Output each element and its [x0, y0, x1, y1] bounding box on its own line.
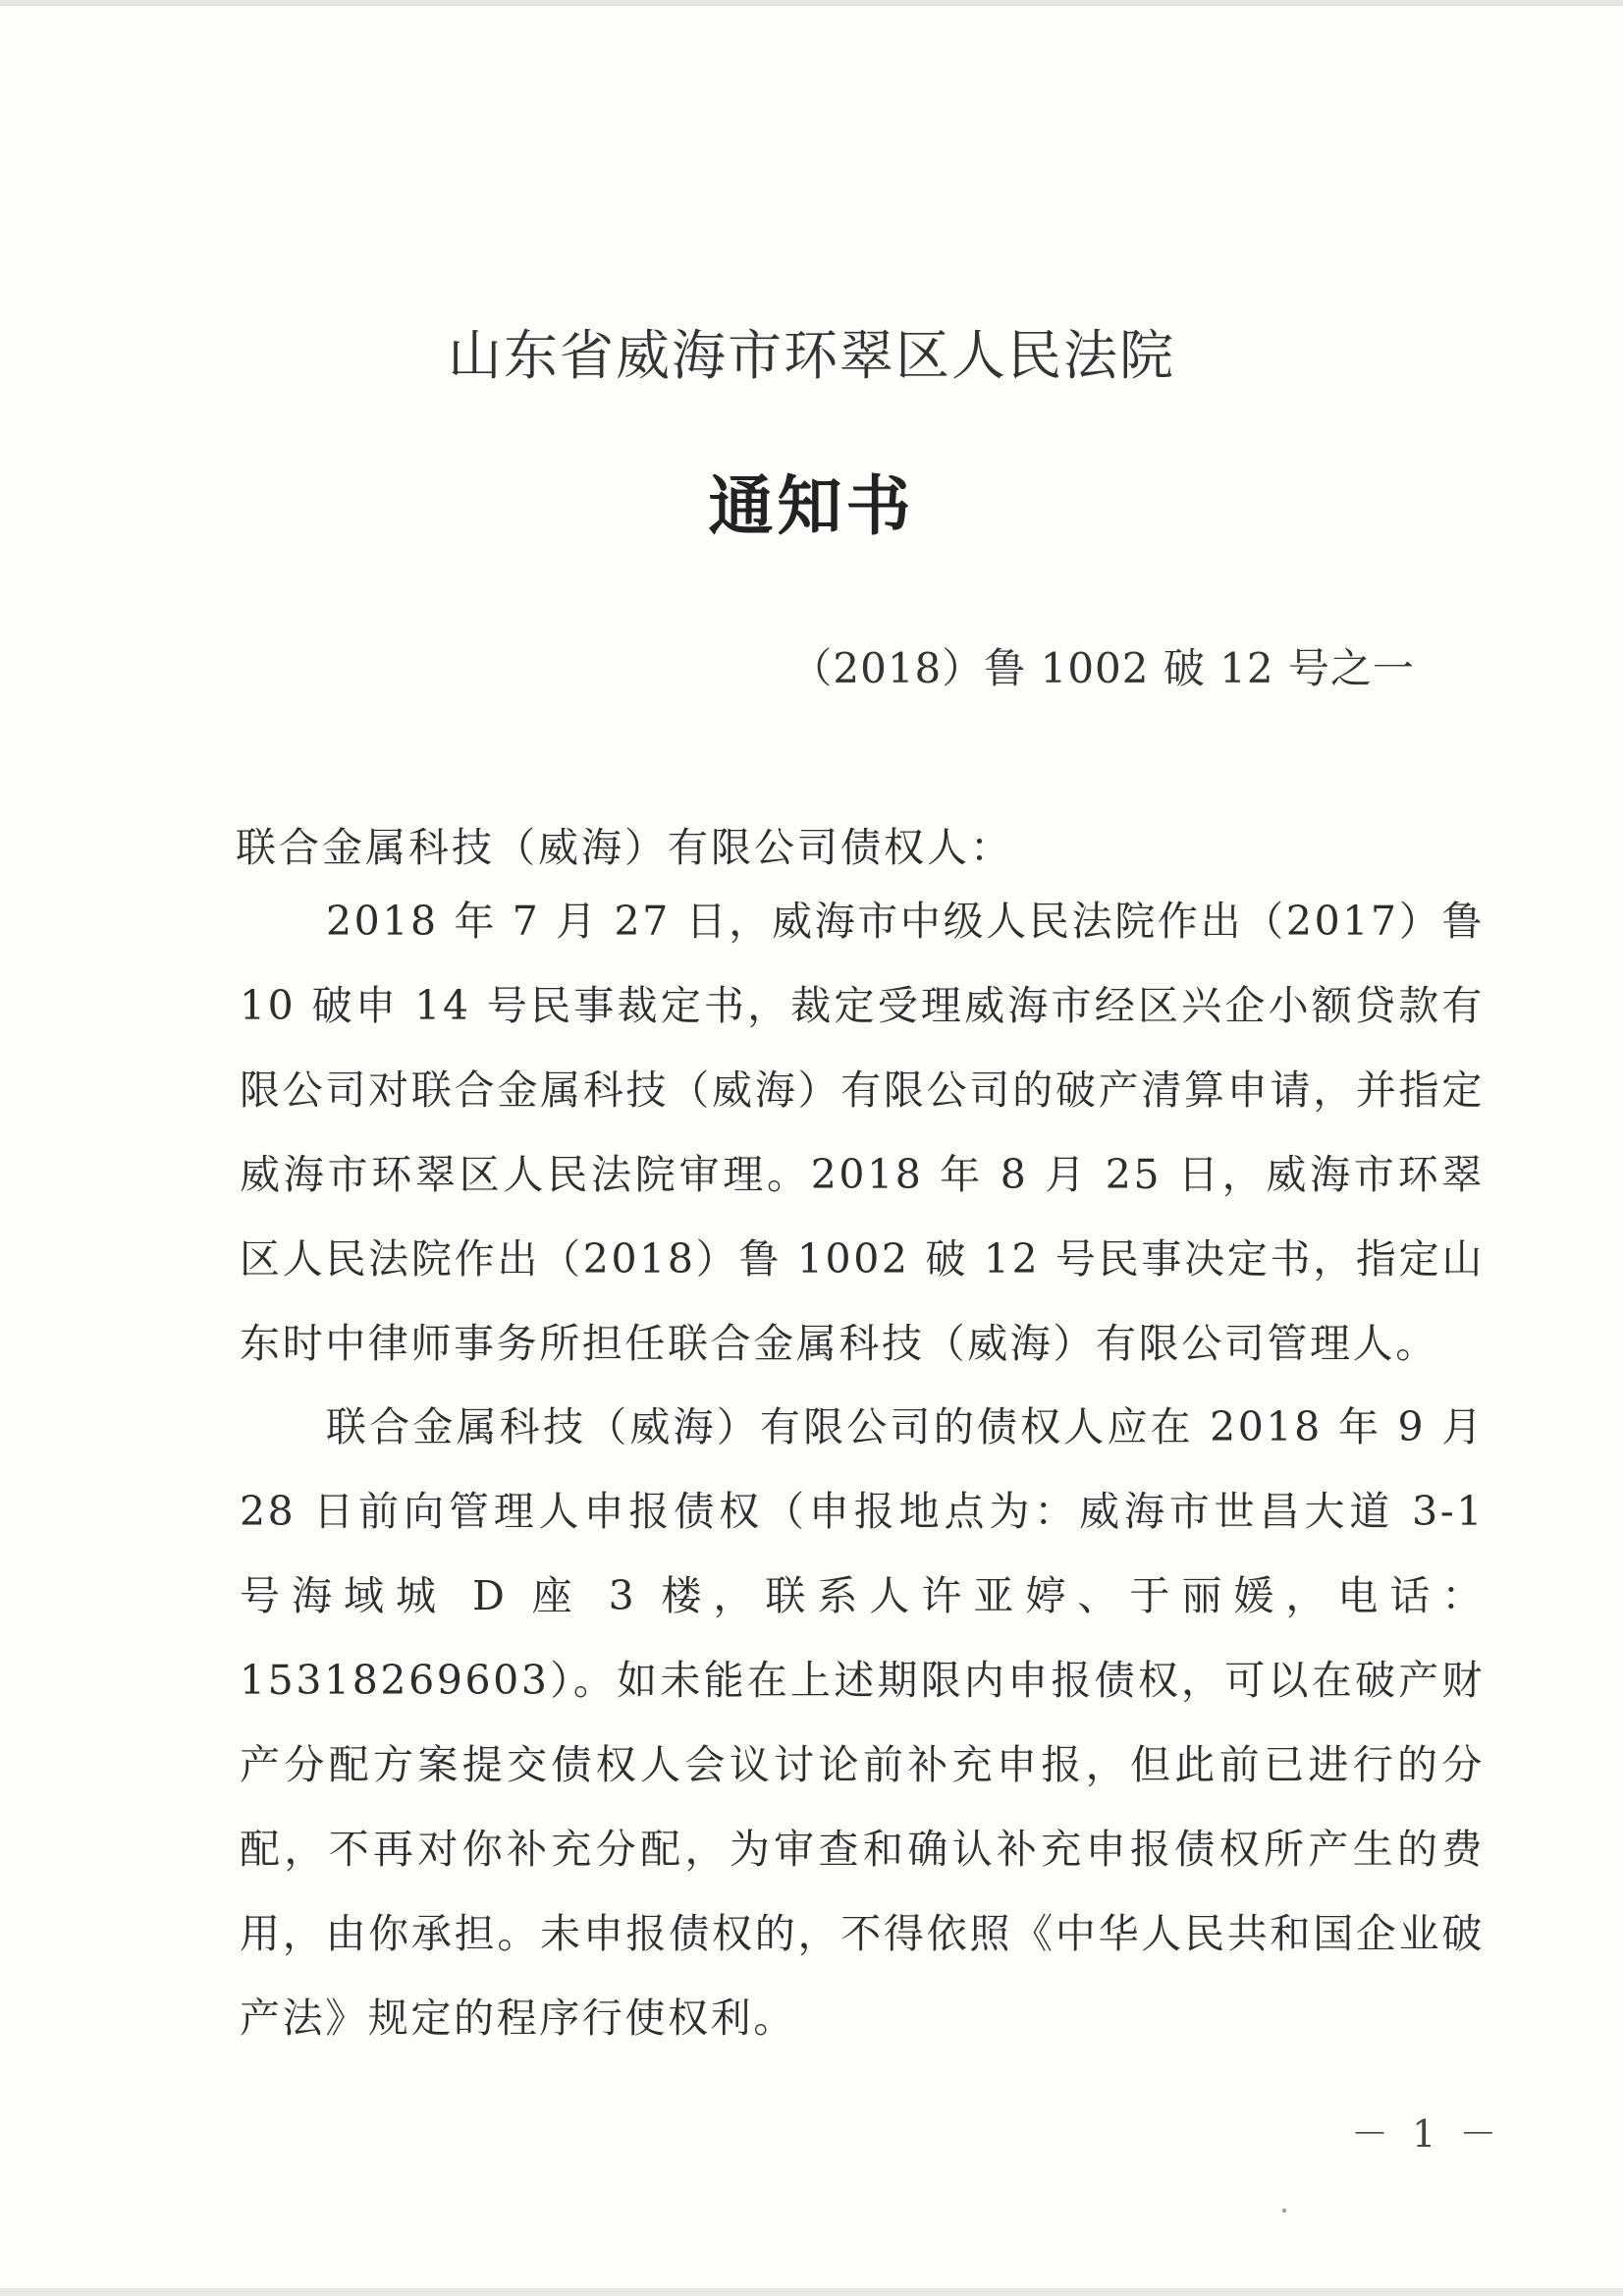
scan-edge-bottom [0, 2288, 1623, 2296]
document-title: 通知书 [708, 467, 915, 544]
body-paragraph-2: 联合金属科技（威海）有限公司的债权人应在 2018 年 9 月 28 日前向管理人申报债权（申报地点为：威海市世昌大道 3-1 号海域城 D 座 3 楼，联系人许亚婷、于丽媛，电话：15318269603）。如未能在上述期限内申报债权，可以在破产财产分配方案提交债权人会议讨论前补充申报，但此前已进行的分配，不再对你补充分配，为审查和确认补充申报债权所产生的费用，由你承担。未申报债权的，不得依照《中华人民共和国企业破产法》规定的程序行使权利。 [240, 1403, 1485, 2042]
scan-edge-top [0, 0, 1623, 6]
addressee: 联合金属科技（威海）有限公司债权人： [236, 824, 1013, 871]
scan-speck [1282, 2209, 1286, 2213]
page-number: － 1 － [1351, 2112, 1503, 2156]
body-paragraph-1: 2018 年 7 月 27 日，威海市中级人民法院作出（2017）鲁 10 破申 14 号民事裁定书，裁定受理威海市经区兴企小额贷款有限公司对联合金属科技（威海）有限公司的破产清算申请，并指定威海市环翠区人民法院审理。2018 年 8 月 25 日，威海市环翠区人民法院作出（2018）鲁 1002 破 12 号民事决定书，指定山东时中律师事务所担任联合金属科技（威海）有限公司管理人。 [240, 898, 1485, 1367]
court-name: 山东省威海市环翠区人民法院 [447, 324, 1175, 387]
case-number: （2018）鲁 1002 破 12 号之一 [790, 644, 1415, 692]
